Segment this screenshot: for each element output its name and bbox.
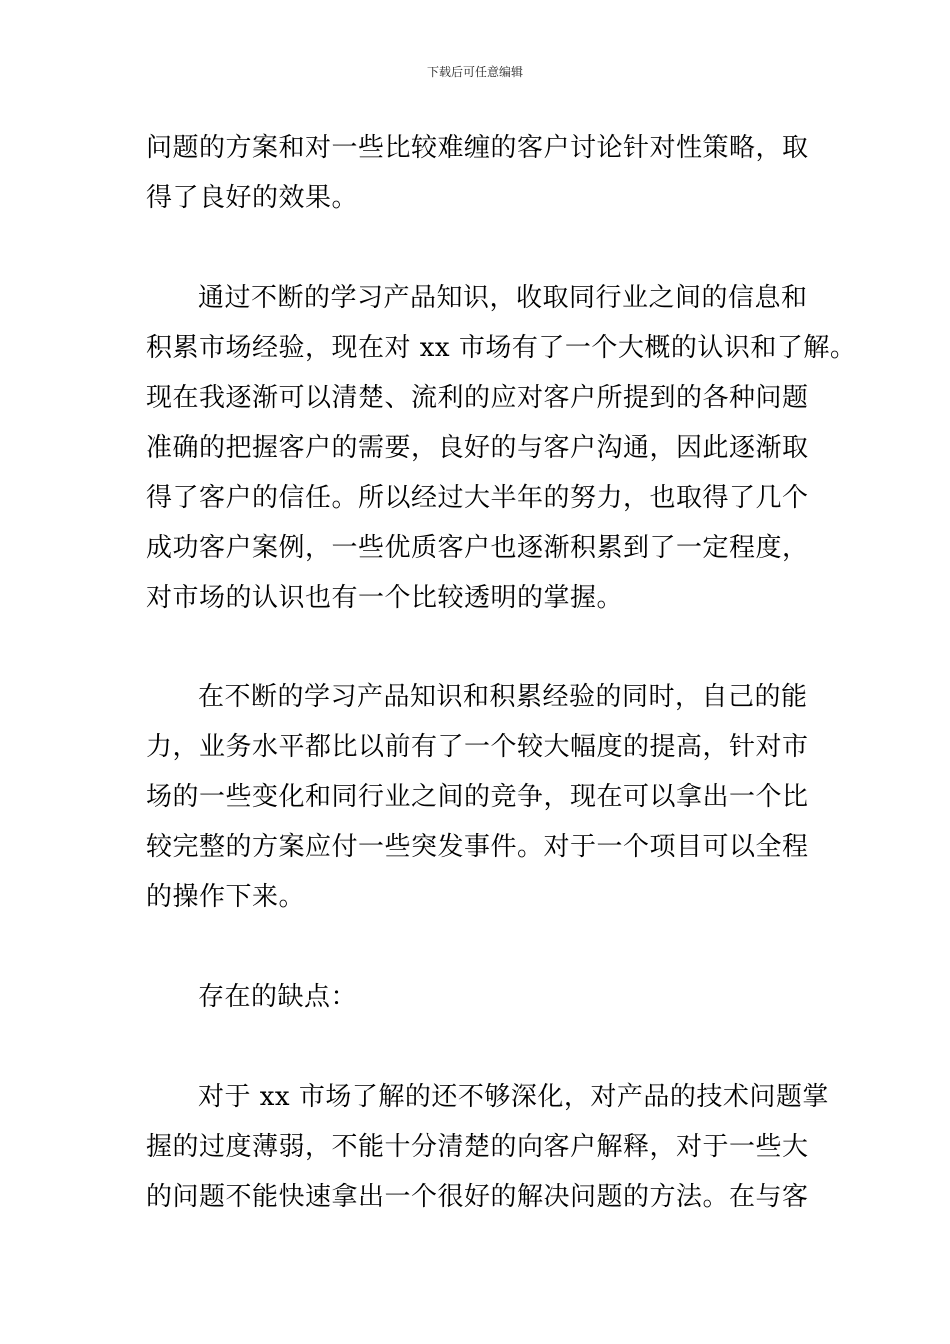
text-line: 得了客户的信任。所以经过大半年的努力，也取得了几个: [146, 483, 809, 513]
page-header: 下载后可任意编辑: [426, 65, 523, 79]
text-line: 准确的把握客户的需要，良好的与客户沟通，因此逐渐取: [146, 433, 809, 463]
text-line: 在不断的学习产品知识和积累经验的同时，自己的能: [198, 682, 808, 712]
text-line: 场的一些变化和同行业之间的竞争，现在可以拿出一个比: [146, 782, 809, 812]
text-line: 对市场的认识也有一个比较透明的掌握。: [146, 583, 624, 613]
text-line: 力，业务水平都比以前有了一个较大幅度的提高，针对市: [146, 732, 809, 762]
text-line: 较完整的方案应付一些突发事件。对于一个项目可以全程: [146, 832, 809, 862]
text-line: 对于 xx 市场了解的还不够深化，对产品的技术问题掌: [198, 1082, 829, 1112]
text-line: 握的过度薄弱，不能十分清楚的向客户解释，对于一些大: [146, 1132, 809, 1162]
text-line: 通过不断的学习产品知识，收取同行业之间的信息和: [198, 283, 808, 313]
text-line: 成功客户案例，一些优质客户也逐渐积累到了一定程度，: [146, 533, 809, 563]
text-line: 的问题不能快速拿出一个很好的解决问题的方法。在与客: [146, 1182, 809, 1212]
text-line: 现在我逐渐可以清楚、流利的应对客户所提到的各种问题: [146, 383, 809, 413]
text-line: 得了良好的效果。: [146, 183, 359, 213]
text-line: 的操作下来。: [146, 882, 306, 912]
text-line: 问题的方案和对一些比较难缠的客户讨论针对性策略，取: [146, 133, 809, 163]
section-heading: 存在的缺点：: [198, 982, 358, 1012]
text-line: 积累市场经验，现在对 xx 市场有了一个大概的认识和了解。: [146, 333, 857, 363]
